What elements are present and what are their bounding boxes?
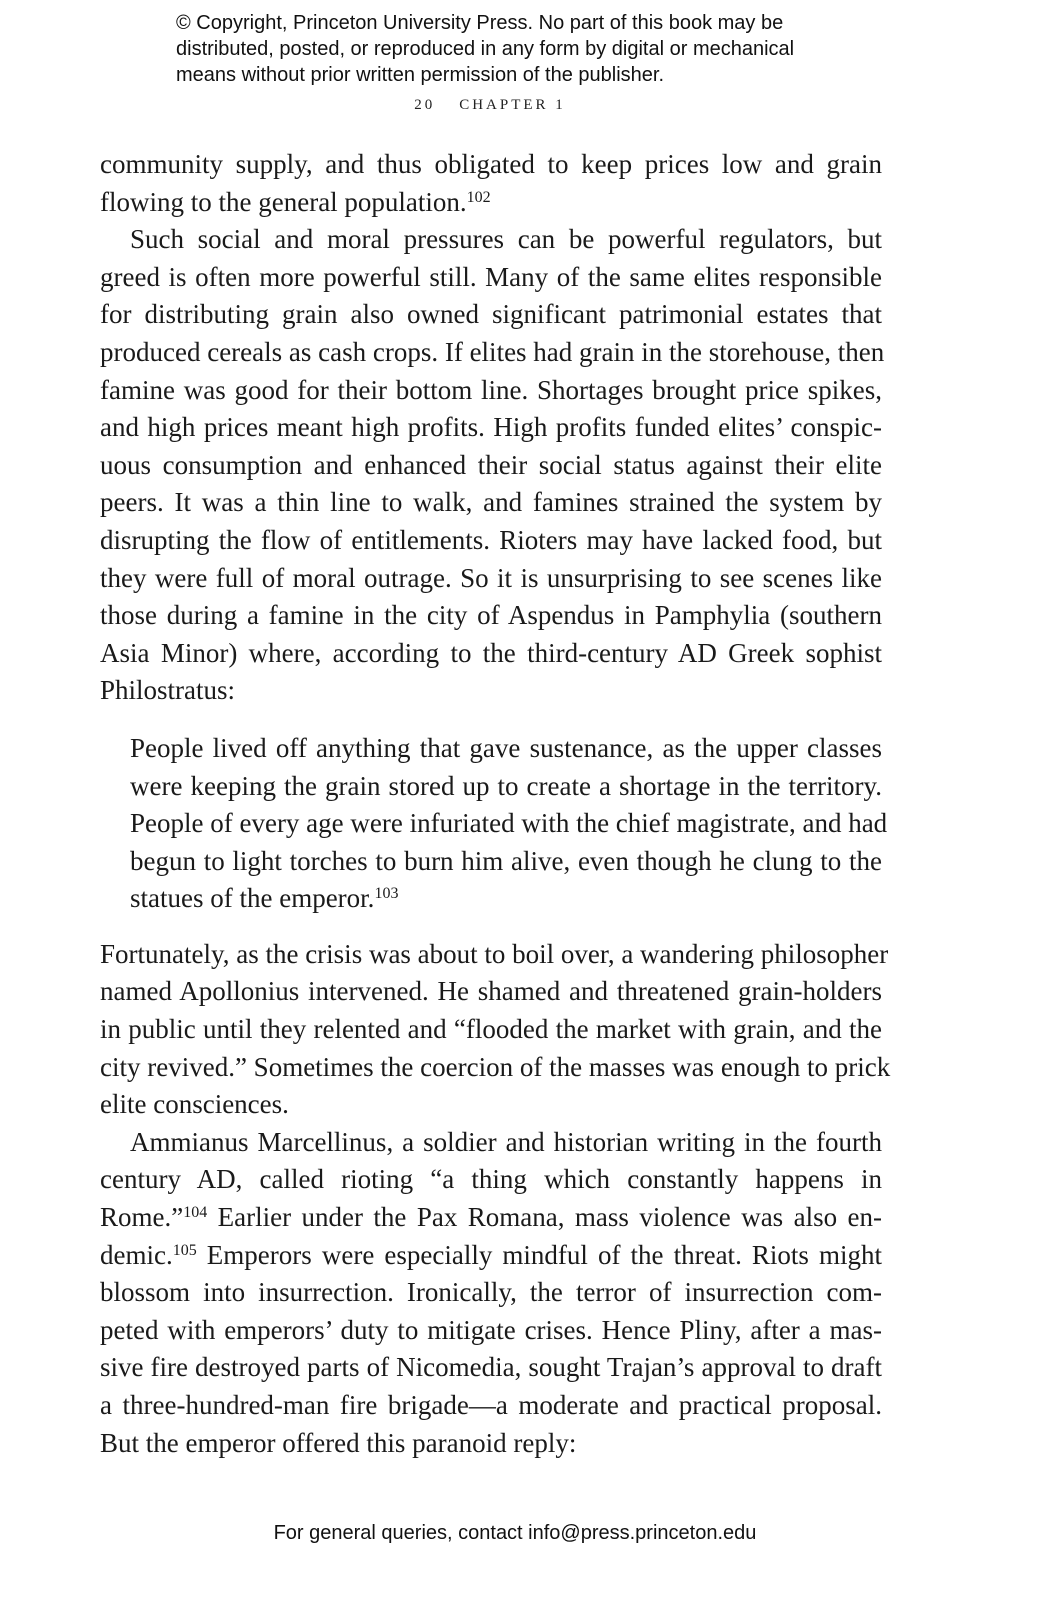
copyright-line: distributed, posted, or reproduced in any form by digital or mechanical	[176, 38, 795, 60]
text-line	[100, 184, 882, 222]
line-text: community supply, and thus obligated to keep prices low and grain	[100, 149, 882, 179]
text-line	[100, 1161, 882, 1199]
copyright-line: means without prior written permission of the publisher.	[176, 64, 665, 86]
text-line	[100, 1011, 882, 1049]
line-text: Rome.”	[100, 1202, 184, 1233]
footnote-reference: 102	[466, 188, 491, 206]
text-line	[100, 1199, 882, 1237]
text-line	[100, 1049, 891, 1087]
line-text: Philostratus:	[100, 675, 236, 706]
line-text: named Apollonius intervened. He shamed and threatened grain-holders	[100, 976, 882, 1007]
line-text: disrupting the flow of entitlements. Rioters may have lacked food, but	[100, 524, 882, 555]
line-text: begun to light torches to burn him alive, even though he clung to the	[130, 845, 882, 876]
text-line	[100, 560, 882, 598]
text-line	[130, 768, 882, 806]
line-text: a three-hundred-man fire brigade—a moderate and practical proposal.	[100, 1390, 882, 1420]
page-number: 20	[414, 97, 436, 113]
line-text: People lived off anything that gave sustenance, as the upper classes	[130, 732, 882, 763]
text-line	[100, 936, 889, 974]
text-line	[100, 1425, 882, 1463]
line-text: famine was good for their bottom line. Shortages brought price spikes,	[100, 374, 882, 405]
line-text: People of every age were infuriated with the chief magistrate, and had	[130, 808, 888, 839]
text-line	[100, 973, 882, 1011]
line-text: Asia Minor) where, according to the third-century AD Greek sophist	[100, 637, 882, 668]
line-text: city revived.” Sometimes the coercion of the masses was enough to prick	[100, 1051, 891, 1082]
text-line	[100, 221, 882, 259]
text-line	[100, 334, 885, 372]
text-line	[100, 522, 882, 560]
line-text: blossom into insurrection. Ironically, the terror of insurrection com-	[100, 1277, 882, 1308]
copyright-line: © Copyright, Princeton University Press. No part of this book may be	[176, 12, 784, 34]
line-text: in public until they relented and “flooded the market with grain, and the	[100, 1014, 882, 1045]
text-line	[130, 880, 882, 918]
text-line	[100, 1312, 882, 1350]
line-text: elite consciences.	[100, 1089, 289, 1120]
footer-contact: For general queries, contact info@press.princeton.edu	[273, 1522, 757, 1544]
line-text: Earlier under the Pax Romana, mass violence was also en-	[207, 1202, 882, 1233]
line-text: But the emperor offered this paranoid reply:	[100, 1427, 577, 1458]
text-line	[130, 730, 882, 768]
text-line	[100, 146, 882, 184]
text-line	[100, 1237, 882, 1275]
running-head	[0, 97, 980, 114]
line-text: century AD, called rioting “a thing which constantly happens in	[100, 1164, 882, 1195]
text-line	[130, 843, 882, 881]
copyright-notice	[176, 10, 794, 88]
line-text: Emperors were especially mindful of the threat. Riots might	[196, 1239, 882, 1270]
paragraph	[100, 1124, 882, 1462]
text-line	[100, 447, 882, 485]
text-line	[100, 372, 882, 410]
paragraph	[100, 936, 891, 1124]
body-text	[100, 146, 891, 1462]
paragraph	[100, 146, 882, 221]
line-text: flowing to the general population.	[100, 186, 467, 217]
line-text: were keeping the grain stored up to create a shortage in the territory.	[130, 770, 882, 801]
line-text: produced cereals as cash crops. If elites had grain in the storehouse, then	[100, 336, 885, 367]
text-line	[100, 409, 882, 447]
text-line	[100, 259, 882, 297]
footnote-reference: 105	[172, 1241, 197, 1259]
text-line	[130, 805, 888, 843]
text-line	[100, 484, 882, 522]
line-text: peted with emperors’ duty to mitigate crises. Hence Pliny, after a mas-	[100, 1314, 882, 1345]
line-text: they were full of moral outrage. So it is unsurprising to see scenes like	[100, 562, 882, 593]
text-line	[100, 1387, 882, 1425]
line-text: demic.	[100, 1239, 173, 1270]
text-line	[100, 296, 882, 334]
line-text: Such social and moral pressures can be powerful regulators, but	[130, 224, 882, 255]
line-text: Ammianus Marcellinus, a soldier and historian writing in the fourth	[130, 1126, 882, 1157]
block-quote	[100, 730, 888, 918]
line-text: peers. It was a thin line to walk, and famines strained the system by	[100, 487, 882, 518]
text-line	[100, 1124, 882, 1162]
line-text: uous consumption and enhanced their social status against their elite	[100, 449, 882, 480]
line-text: Fortunately, as the crisis was about to boil over, a wandering philosopher	[100, 938, 889, 969]
line-text: for distributing grain also owned significant patrimonial estates that	[100, 299, 882, 330]
text-line	[100, 1274, 882, 1312]
text-line	[100, 597, 882, 635]
chapter-title: CHAPTER 1	[459, 97, 566, 113]
line-text: sive fire destroyed parts of Nicomedia, sought Trajan’s approval to draft	[100, 1352, 882, 1383]
line-text: greed is often more powerful still. Many of the same elites responsible	[100, 261, 882, 292]
text-line	[100, 672, 882, 710]
text-line	[100, 635, 882, 673]
text-line	[100, 1349, 882, 1387]
footnote-reference: 103	[374, 885, 399, 903]
line-text: statues of the emperor.	[130, 883, 375, 914]
paragraph	[100, 221, 885, 710]
text-line	[100, 1086, 882, 1124]
footnote-reference: 104	[183, 1204, 208, 1222]
line-text: those during a famine in the city of Aspendus in Pamphylia (southern	[100, 600, 882, 631]
line-text: and high prices meant high profits. High profits funded elites’ conspic-	[100, 412, 882, 443]
